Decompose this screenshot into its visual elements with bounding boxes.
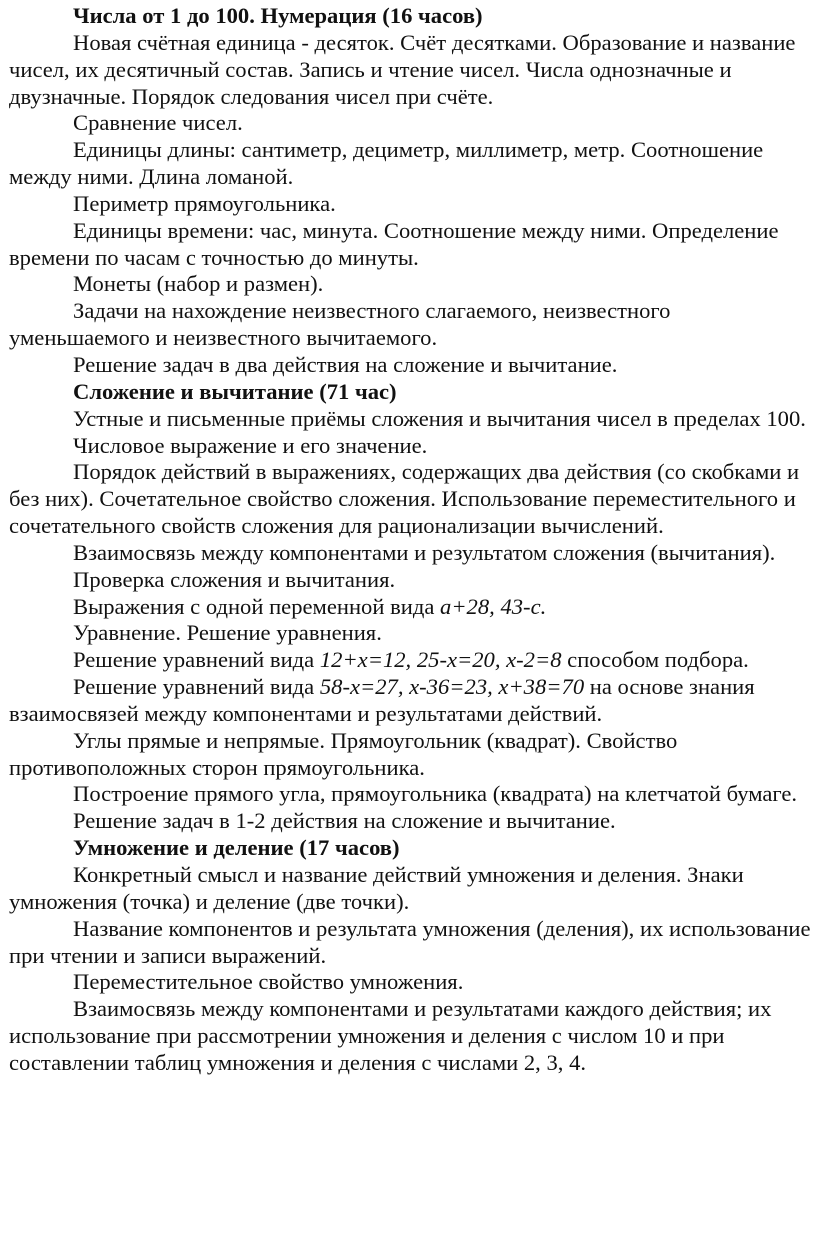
paragraph: Монеты (набор и размен). <box>73 271 324 297</box>
paragraph: Устные и письменные приёмы сложения и вычитания чисел в пределах 100. <box>73 405 806 431</box>
paragraph: Решение задач в 1-2 действия на сложение и вычитание. <box>73 808 616 834</box>
document-body <box>9 3 815 1077</box>
text-run: на основе знания взаимосвязей между компонентами и результатами действий. <box>9 674 755 726</box>
paragraph <box>9 594 815 621</box>
paragraph: Взаимосвязь между компонентами и результатом сложения (вычитания). <box>73 539 776 565</box>
paragraph: Числовое выражение и его значение. <box>73 432 428 458</box>
paragraph: Порядок действий в выражениях, содержащих два действия (со скобками и без них). Сочетательное свойство сложения. Использование переместительного и сочетательного свойств сложения для рационализации вычислений. <box>9 459 800 539</box>
paragraph <box>9 674 815 728</box>
formula-run: а+28, 43-с. <box>440 593 547 619</box>
paragraph: Конкретный смысл и название действий умножения и деления. Знаки умножения (точка) и деление (две точки). <box>9 862 744 914</box>
paragraph: Уравнение. Решение уравнения. <box>73 620 382 646</box>
formula-run: 58-х=27, х-36=23, х+38=70 <box>319 674 585 700</box>
paragraph: Решение задач в два действия на сложение и вычитание. <box>73 351 618 377</box>
text-run: Выражения с одной переменной вида <box>73 593 441 619</box>
paragraph: Сравнение чисел. <box>73 110 243 136</box>
section-heading-multiplication-division: Умножение и деление (17 часов) <box>73 835 400 861</box>
paragraph: Задачи на нахождение неизвестного слагаемого, неизвестного уменьшаемого и неизвестного вычитаемого. <box>9 298 671 351</box>
text-run: Решение уравнений вида <box>73 647 320 673</box>
paragraph: Углы прямые и непрямые. Прямоугольник (квадрат). Свойство противоположных сторон прямоугольника. <box>9 727 678 780</box>
paragraph: Новая счётная единица - десяток. Счёт десятками. Образование и название чисел, их десятичный состав. Запись и чтение чисел. Числа однозначные и двузначные. Порядок следования чисел при счёте. <box>9 29 796 109</box>
section-heading-addition-subtraction: Сложение и вычитание (71 час) <box>73 378 397 404</box>
paragraph: Название компонентов и результата умножения (деления), их использование при чтении и записи выражений. <box>9 915 811 968</box>
paragraph: Периметр прямоугольника. <box>73 190 336 216</box>
paragraph: Переместительное свойство умножения. <box>73 969 464 995</box>
text-run: способом подбора. <box>561 647 749 673</box>
paragraph: Взаимосвязь между компонентами и результатами каждого действия; их использование при рассмотрении умножения и деления с числом 10 и при составлении таблиц умножения и деления с числами 2, 3, 4. <box>9 996 772 1075</box>
text-run: Решение уравнений вида <box>73 674 320 700</box>
paragraph: Единицы длины: сантиметр, дециметр, миллиметр, метр. Соотношение между ними. Длина ломаной. <box>9 137 764 190</box>
paragraph: Построение прямого угла, прямоугольника (квадрата) на клетчатой бумаге. <box>73 781 798 807</box>
paragraph: Проверка сложения и вычитания. <box>73 566 396 592</box>
paragraph <box>9 647 815 674</box>
paragraph: Единицы времени: час, минута. Соотношение между ними. Определение времени по часам с точностью до минуты. <box>9 217 779 270</box>
section-heading-numeration: Числа от 1 до 100. Нумерация (16 часов) <box>73 3 483 28</box>
formula-run: 12+х=12, 25-х=20, х-2=8 <box>319 647 562 673</box>
